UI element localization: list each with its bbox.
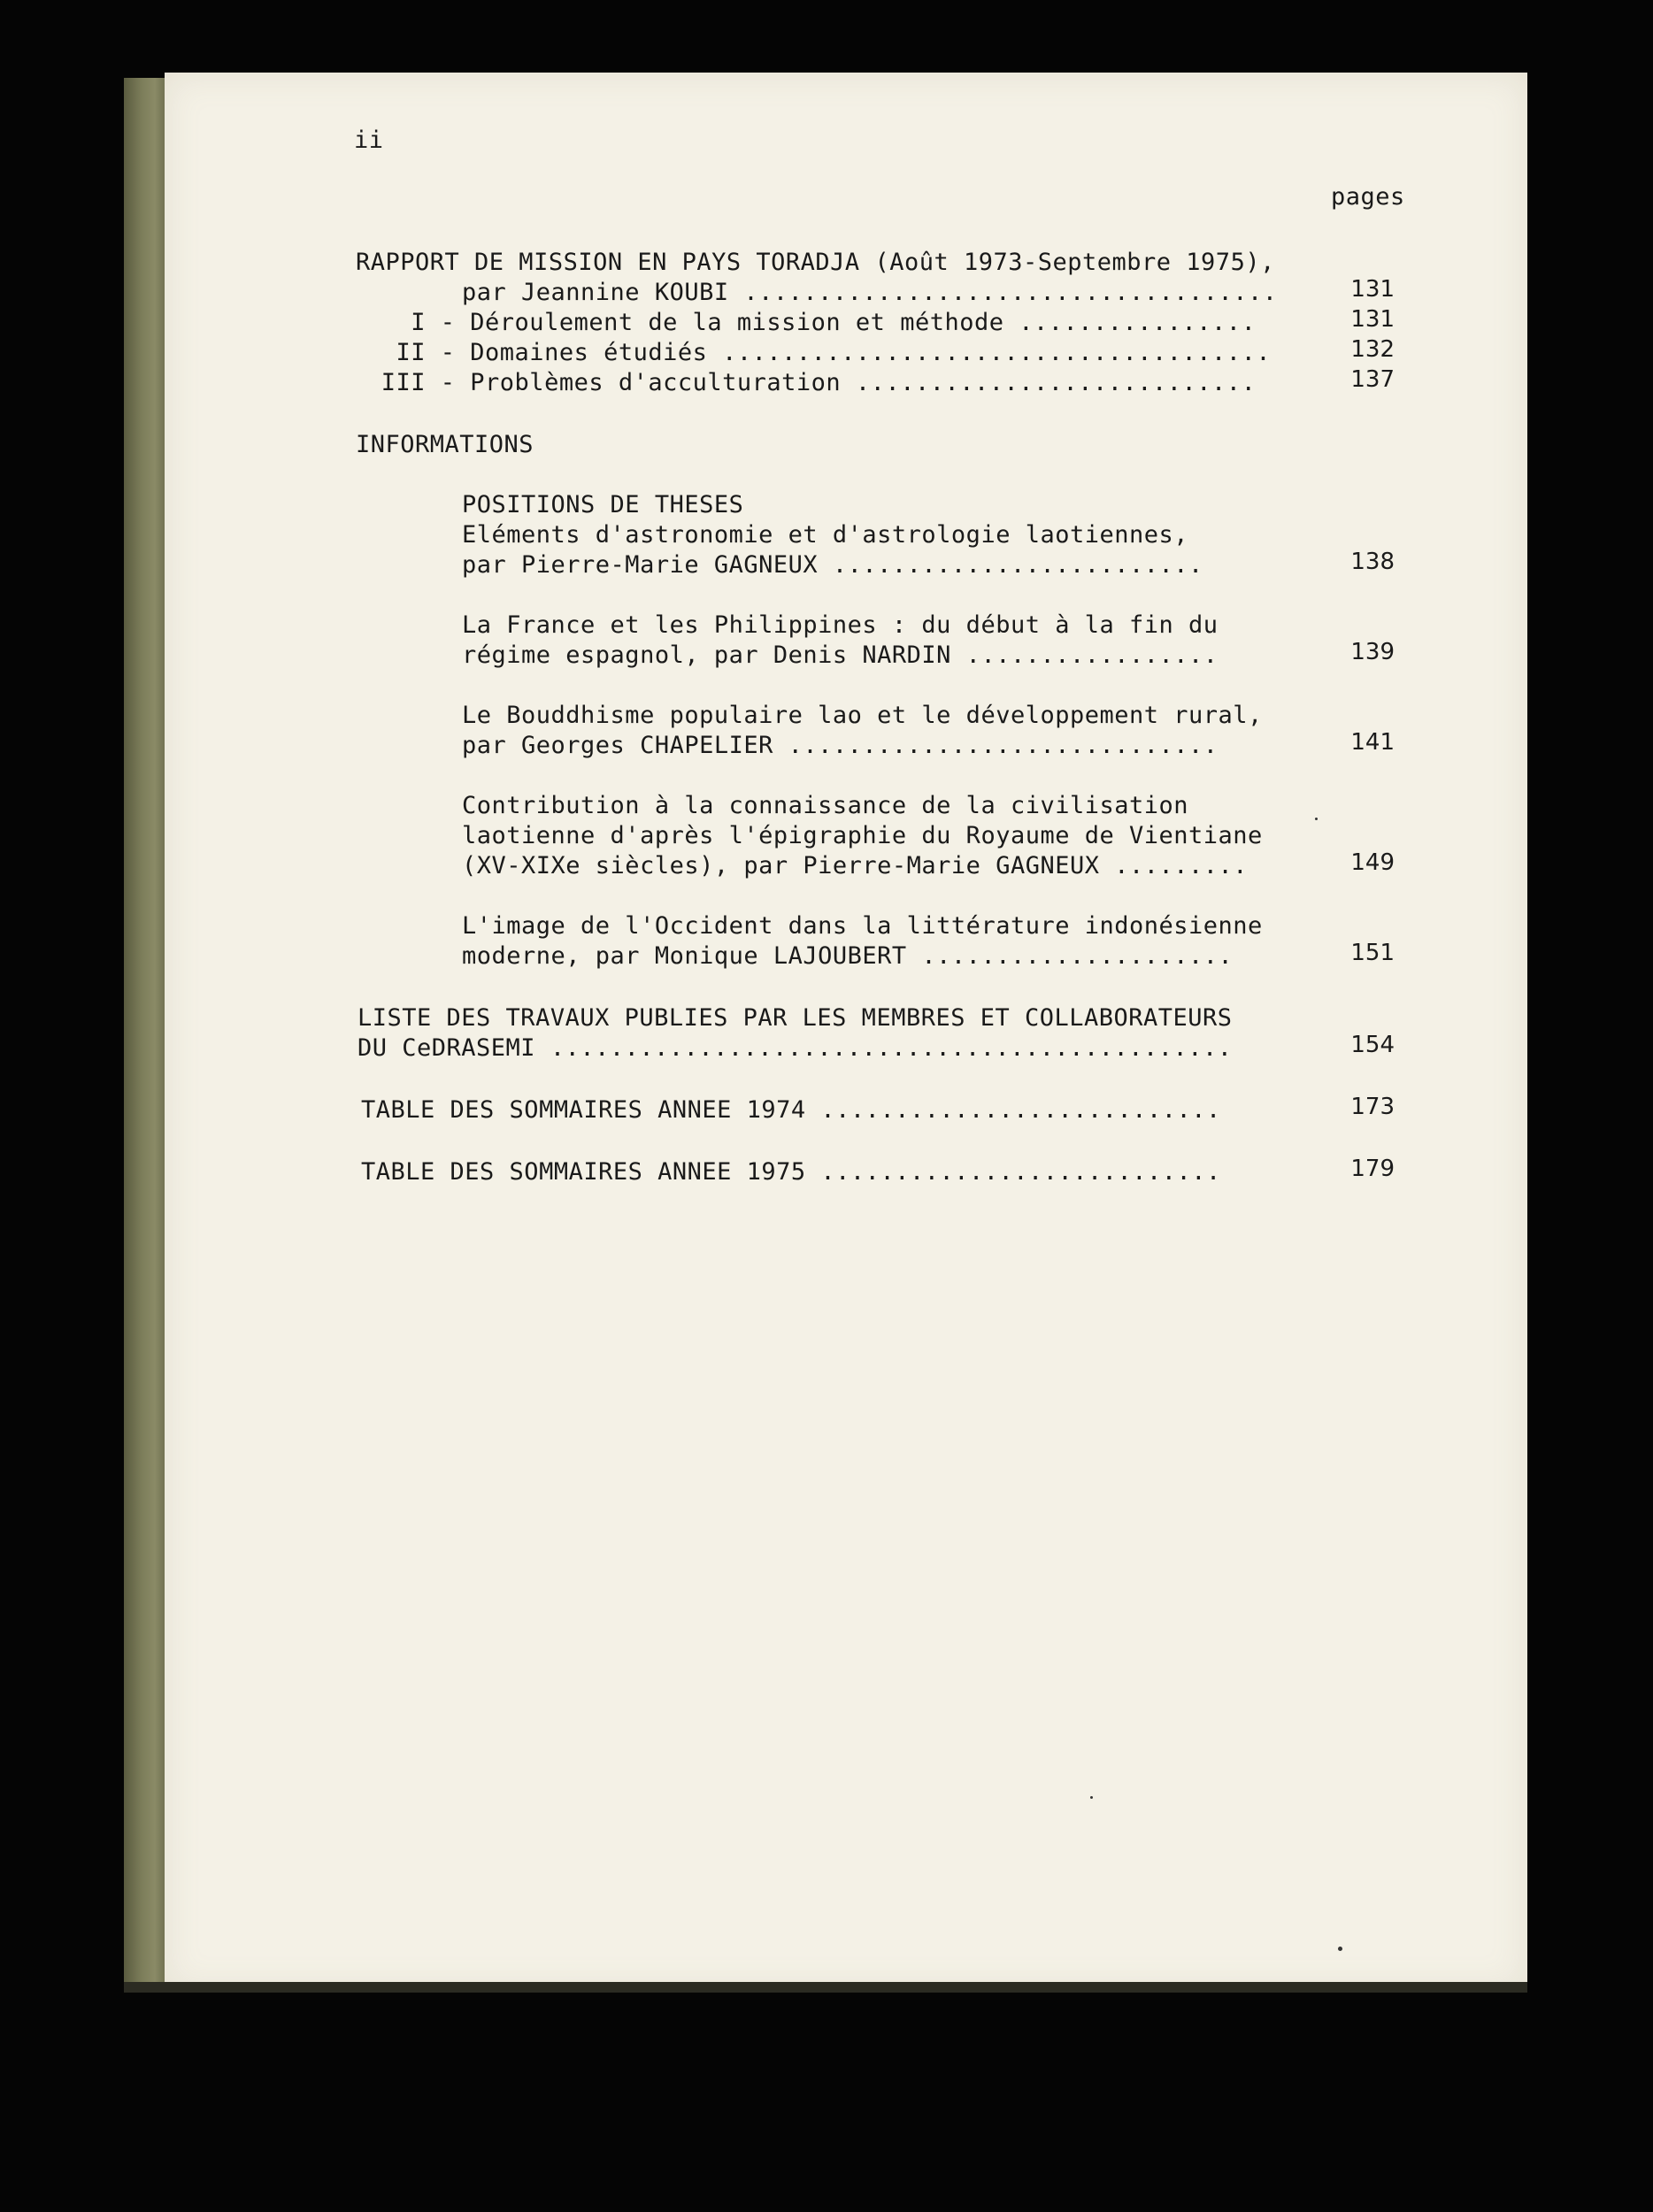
toc-info-entry-1-line2: par Pierre-Marie GAGNEUX ......................... [462,551,1203,579]
toc-rapport-title: RAPPORT DE MISSION EN PAYS TORADJA (Août 1973-Septembre 1975), [356,249,1275,276]
toc-info-entry-4-line1: Contribution à la connaissance de la civilisation [462,792,1189,819]
toc-info-entry-5-line1: L'image de l'Occident dans la littérature indonésienne [462,912,1263,940]
toc-liste-line2: DU CeDRASEMI .............................................. [358,1034,1233,1062]
pages-column-header: pages [1331,183,1405,211]
scan-speck [1090,1796,1093,1799]
toc-rapport-author: par Jeannine KOUBI .................................... [462,279,1278,306]
page-bottom-edge [124,1982,1527,1993]
toc-info-entry-5-line2: moderne, par Monique LAJOUBERT ..................... [462,942,1234,970]
toc-info-entry-2-page: 139 [1350,639,1395,665]
toc-informations-heading: INFORMATIONS [356,431,534,458]
toc-positions-heading: POSITIONS DE THESES [462,491,744,518]
toc-table-1975: TABLE DES SOMMAIRES ANNEE 1975 ........................... [361,1158,1221,1186]
toc-liste-page: 154 [1350,1032,1395,1058]
toc-liste-line1: LISTE DES TRAVAUX PUBLIES PAR LES MEMBRES ET COLLABORATEURS [358,1004,1233,1032]
toc-rapport-item-3: III - Problèmes d'acculturation ........................... [366,369,1257,396]
toc-info-entry-1-page: 138 [1350,549,1395,575]
toc-rapport-item-1-page: 131 [1350,306,1395,333]
toc-info-entry-4-page: 149 [1350,849,1395,876]
toc-table-1975-page: 179 [1350,1156,1395,1182]
toc-info-entry-4-line1b: laotienne d'après l'épigraphie du Royaume de Vientiane [462,822,1263,849]
toc-rapport-item-2: II - Domaines étudiés ..................................... [366,339,1272,366]
book-spine [124,78,168,1989]
toc-info-entry-5-page: 151 [1350,940,1395,966]
toc-info-entry-1-line1: Eléments d'astronomie et d'astrologie laotiennes, [462,521,1189,549]
toc-info-entry-2-line1: La France et les Philippines : du début à la fin du [462,611,1219,639]
toc-info-entry-2-line2: régime espagnol, par Denis NARDIN ................. [462,641,1219,669]
toc-table-1974: TABLE DES SOMMAIRES ANNEE 1974 ........................... [361,1096,1221,1124]
toc-rapport-author-page: 131 [1350,276,1395,303]
toc-rapport-item-2-page: 132 [1350,336,1395,363]
scan-speck [1338,1947,1342,1951]
toc-info-entry-3-page: 141 [1350,729,1395,756]
toc-table-1974-page: 173 [1350,1094,1395,1120]
toc-rapport-item-3-page: 137 [1350,366,1395,393]
toc-rapport-item-1: I - Déroulement de la mission et méthode ................ [366,309,1257,336]
toc-info-entry-4-line2: (XV-XIXe siècles), par Pierre-Marie GAGNEUX ......... [462,852,1249,879]
page-number: ii [354,127,384,154]
scan-speck [1315,818,1318,820]
toc-info-entry-3-line2: par Georges CHAPELIER ............................. [462,732,1219,759]
toc-info-entry-3-line1: Le Bouddhisme populaire lao et le développement rural, [462,702,1263,729]
